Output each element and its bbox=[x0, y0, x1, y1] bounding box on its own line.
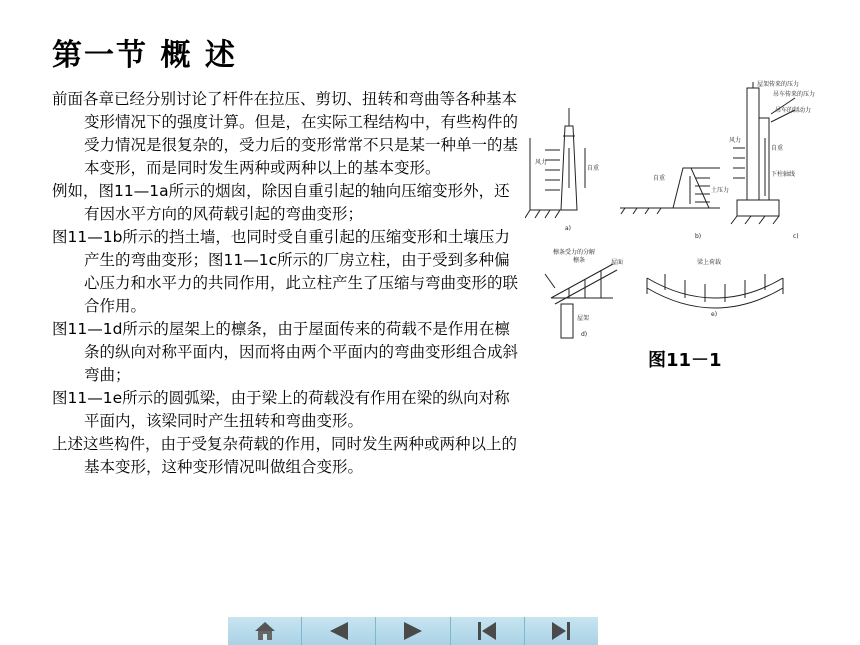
label-axis: 下柱轴线 bbox=[771, 171, 796, 178]
label-crane-brake: 吊车的制动力 bbox=[775, 107, 812, 114]
figure-illustration bbox=[525, 78, 830, 358]
paragraph: 例如，图11—1a所示的烟囱，除因自重引起的轴向压缩变形外，还有因水平方向的风荷载引起的弯曲变形； bbox=[52, 182, 510, 223]
triangle-left-icon bbox=[328, 621, 350, 641]
skip-last-icon bbox=[550, 621, 572, 641]
label-self-weight-a: 自重 bbox=[587, 165, 600, 172]
label-crane-load: 吊车传来的压力 bbox=[773, 91, 816, 98]
label-soil: 土压力 bbox=[711, 187, 730, 194]
skip-first-icon bbox=[476, 621, 498, 641]
paragraph: 前面各章已经分别讨论了杆件在拉压、剪切、扭转和弯曲等各种基本变形情况下的强度计算。但是，在实际工程结构中，有些构件的受力情况是很复杂的，受力后的变形常常不只是某一种单一的基本变形，而是同时发生两种或两种以上的基本变形。 bbox=[52, 90, 519, 177]
label-self-weight-b: 自重 bbox=[653, 175, 666, 182]
column-diagram bbox=[731, 82, 795, 224]
label-wind-c: 风力 bbox=[729, 137, 742, 144]
label-e: e) bbox=[711, 311, 718, 318]
label-roof-surface: 屋面 bbox=[611, 259, 624, 266]
label-d: d) bbox=[581, 331, 588, 338]
slide-navigation-bar bbox=[228, 617, 598, 645]
label-truss: 屋架 bbox=[577, 315, 590, 322]
figure-caption: 图11－1 bbox=[648, 350, 722, 371]
paragraph: 图11—1b所示的挡土墙，也同时受自重引起的压缩变形和土壤压力产生的弯曲变形；图11—1c所示的厂房立柱，由于受到多种偏心压力和水平力的共同作用，此立柱产生了压缩与弯曲变形的联合作用。 bbox=[52, 228, 519, 315]
figure-11-1 bbox=[525, 78, 830, 358]
chimney-diagram bbox=[525, 108, 585, 218]
next-button[interactable] bbox=[376, 617, 450, 645]
paragraph: 图11—1d所示的屋架上的檩条，由于屋面传来的荷载不是作用在檩条的纵向对称平面内，因而将由两个平面内的弯曲变形组合成斜弯曲； bbox=[52, 320, 519, 384]
label-purlin: 檩条 bbox=[573, 257, 586, 264]
first-button[interactable] bbox=[451, 617, 525, 645]
label-roof-load: 屋架传来的压力 bbox=[757, 81, 800, 88]
label-purlin-force: 檩条受力的分解 bbox=[553, 249, 596, 256]
previous-button[interactable] bbox=[302, 617, 376, 645]
retaining-wall-diagram bbox=[620, 168, 720, 214]
paragraph: 图11—1e所示的圆弧梁，由于梁上的荷载没有作用在梁的纵向对称平面内，该梁同时产生扭转和弯曲变形。 bbox=[52, 389, 510, 430]
label-b: b) bbox=[695, 233, 702, 240]
purlin-diagram bbox=[545, 264, 617, 338]
label-self-weight-c: 自重 bbox=[771, 145, 784, 152]
last-button[interactable] bbox=[525, 617, 598, 645]
page-title: 第一节 概 述 bbox=[52, 38, 237, 73]
label-a: a) bbox=[565, 225, 572, 232]
home-icon bbox=[253, 620, 277, 642]
curved-beam-diagram bbox=[647, 274, 783, 308]
body-text bbox=[52, 88, 522, 479]
triangle-right-icon bbox=[402, 621, 424, 641]
paragraph: 上述这些构件，由于受复杂荷载的作用，同时发生两种或两种以上的基本变形，这种变形情况叫做组合变形。 bbox=[52, 435, 518, 476]
label-wind-a: 风力 bbox=[535, 159, 548, 166]
label-beam-load: 梁上荷载 bbox=[697, 259, 722, 266]
label-c: c) bbox=[793, 233, 799, 240]
home-button[interactable] bbox=[228, 617, 302, 645]
